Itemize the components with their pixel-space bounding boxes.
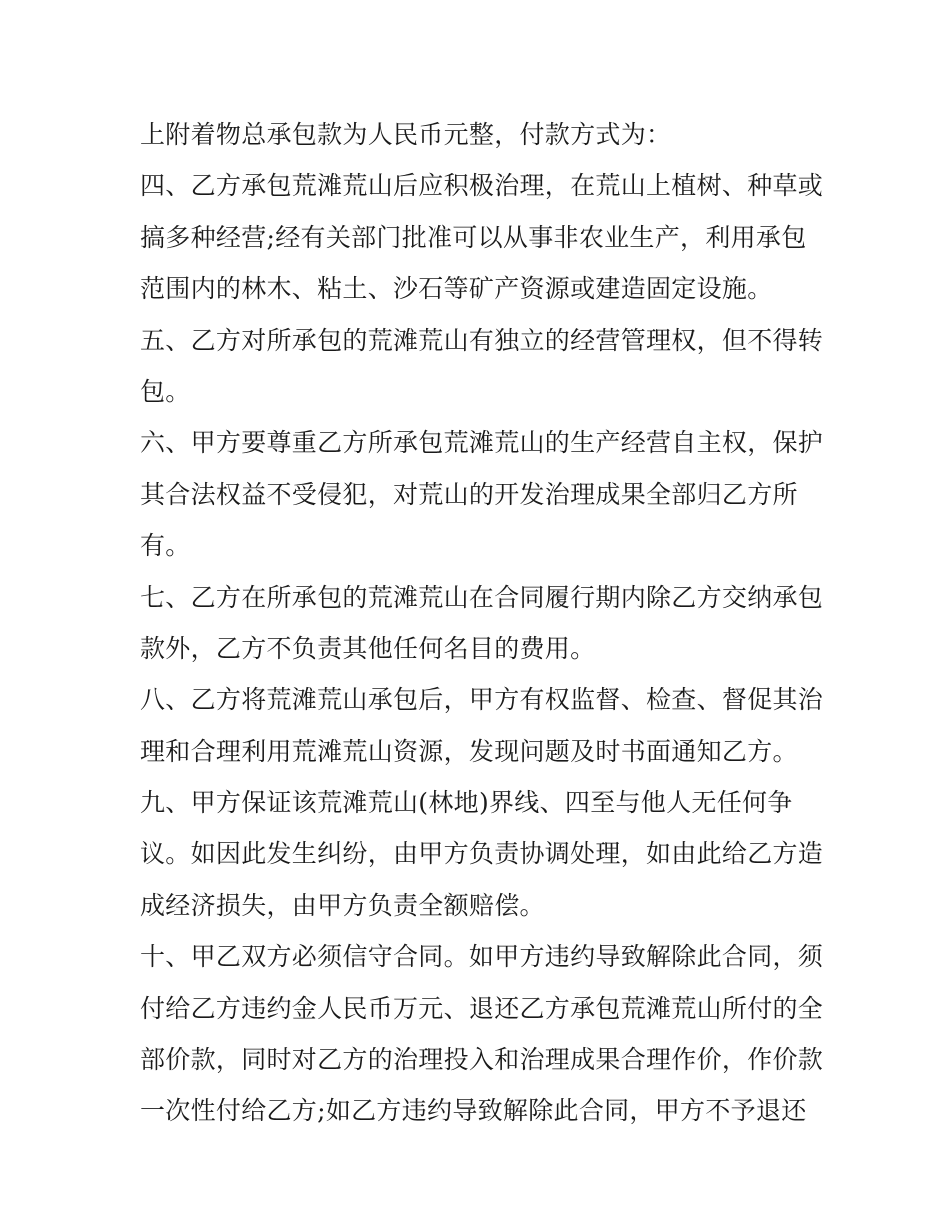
text-line: 上附着物总承包款为人民币元整，付款方式为： (140, 120, 672, 149)
text-line: 理和合理利用荒滩荒山资源，发现问题及时书面通知乙方。 (140, 736, 798, 766)
text-line: 七、乙方在所承包的荒滩荒山在合同履行期内除乙方交纳承包 (140, 582, 824, 612)
text-line: 款外，乙方不负责其他任何名目的费用。 (140, 633, 596, 663)
text-line: 范围内的林木、粘土、沙石等矿产资源或建造固定设施。 (140, 274, 773, 304)
text-line: 十、甲乙双方必须信守合同。如甲方违约导致解除此合同，须 (140, 942, 824, 972)
text-line: 九、甲方保证该荒滩荒山(林地)界线、四至与他人无任何争 (140, 788, 793, 818)
text-line: 有。 (140, 531, 191, 561)
text-line: 议。如因此发生纠纷，由甲方负责协调处理，如由此给乙方造 (140, 839, 824, 869)
contract-text (140, 109, 824, 1137)
text-line: 八、乙方将荒滩荒山承包后，甲方有权监督、检查、督促其治 (140, 685, 824, 715)
text-line: 五、乙方对所承包的荒滩荒山有独立的经营管理权，但不得转 (140, 325, 824, 355)
text-line: 一次性付给乙方;如乙方违约导致解除此合同，甲方不予退还 (140, 1096, 807, 1126)
text-line: 六、甲方要尊重乙方所承包荒滩荒山的生产经营自主权，保护 (140, 428, 824, 458)
text-line: 包。 (140, 376, 191, 406)
text-line: 四、乙方承包荒滩荒山后应积极治理，在荒山上植树、种草或 (140, 171, 824, 201)
text-line: 其合法权益不受侵犯，对荒山的开发治理成果全部归乙方所 (140, 479, 798, 509)
text-line: 搞多种经营;经有关部门批准可以从事非农业生产，利用承包 (140, 222, 807, 252)
text-line: 成经济损失，由甲方负责全额赔偿。 (140, 890, 545, 920)
text-line: 付给乙方违约金人民币万元、退还乙方承包荒滩荒山所付的全 (140, 993, 824, 1023)
text-line: 部价款，同时对乙方的治理投入和治理成果合理作价，作价款 (140, 1045, 824, 1075)
